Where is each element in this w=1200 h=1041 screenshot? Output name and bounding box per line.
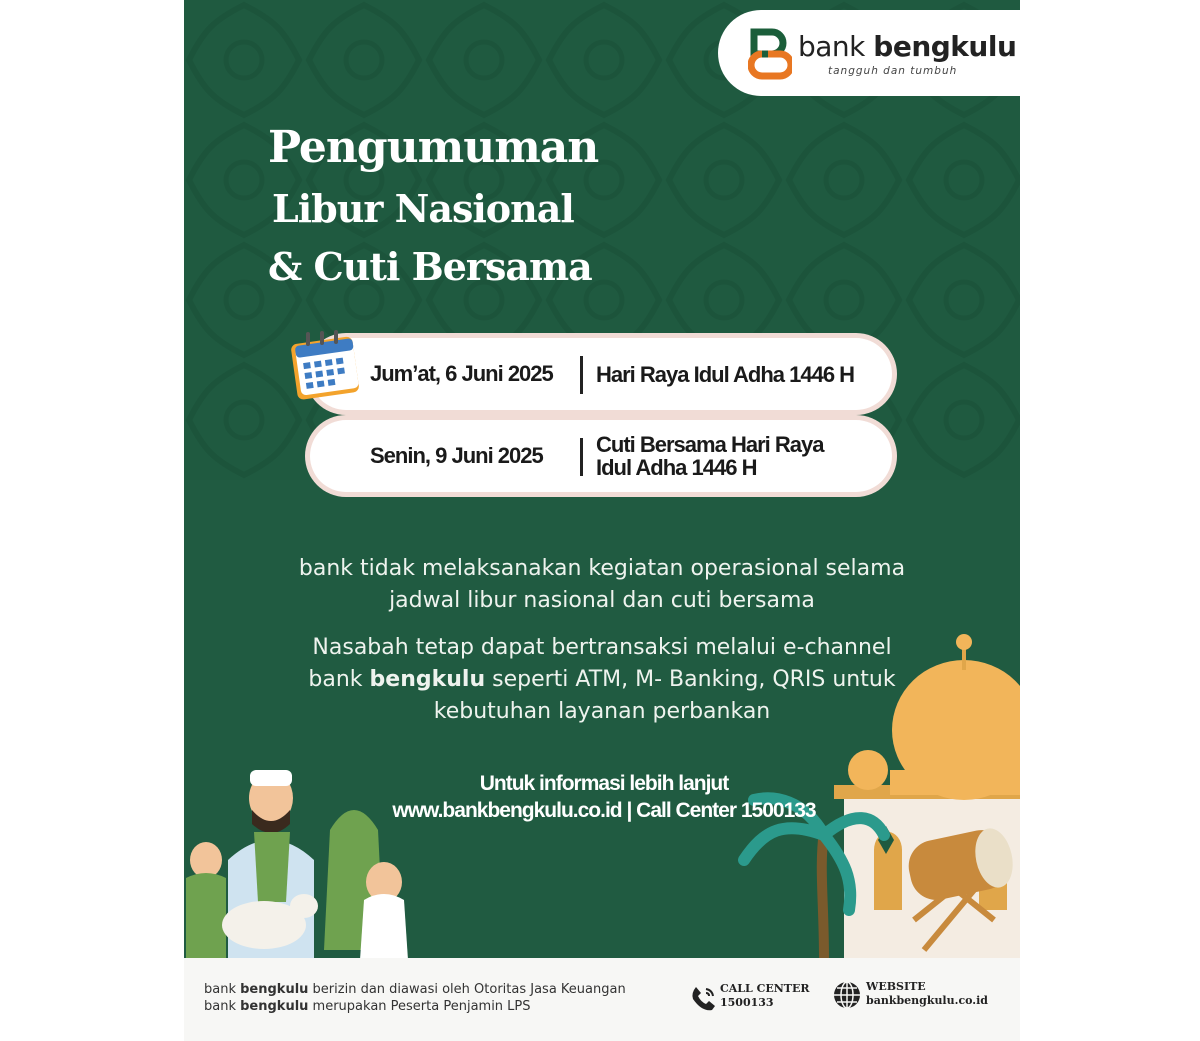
schedule-date: Jum’at, 6 Juni 2025 [370,361,553,386]
calendar-icon [290,330,362,400]
brand-tagline: tangguh dan tumbuh [828,65,958,77]
globe-icon [832,980,862,1010]
title-line-1: Pengumuman [268,122,599,173]
schedule-divider [580,356,583,394]
website-info: WEBSITE bankbengkulu.co.id [866,980,988,1007]
schedule-row [310,420,892,492]
schedule-event: Hari Raya Idul Adha 1446 H [596,361,855,387]
bank-bengkulu-logo-icon [748,28,792,80]
title-line-2: Libur Nasional [272,186,574,231]
footer-regulation-lps: bank bengkulu merupakan Peserta Penjamin LPS [204,999,531,1014]
notice-paragraph-1: bank tidak melaksanakan kegiatan operasional selama jadwal libur nasional dan cuti bersama [298,556,906,613]
phone-icon [688,983,718,1013]
announcement-poster [184,0,1020,1041]
call-center-info: CALL CENTER 1500133 [720,982,810,1009]
contact-details: www.bankbengkulu.co.id | Call Center 1500133 [392,799,816,822]
notice-paragraph-2: Nasabah tetap dapat bertransaksi melalui e-channel bank bengkulu seperti ATM, M- Banking, QRIS untuk kebutuhan layanan perbankan [308,635,896,724]
footer [184,958,1020,1041]
schedule-event: Cuti Bersama Hari Raya Idul Adha 1446 H [596,432,824,480]
footer-regulation-ojk: bank bengkulu berizin dan diawasi oleh Otoritas Jasa Keuangan [204,982,626,997]
schedule-divider [580,438,583,476]
contact-heading: Untuk informasi lebih lanjut [479,772,729,795]
schedule-date: Senin, 9 Juni 2025 [370,443,543,468]
title-line-3: & Cuti Bersama [268,244,592,289]
brand-name: bank bengkulu [798,30,1017,63]
brand-logo-badge [718,10,1020,96]
schedule-row [310,338,892,410]
